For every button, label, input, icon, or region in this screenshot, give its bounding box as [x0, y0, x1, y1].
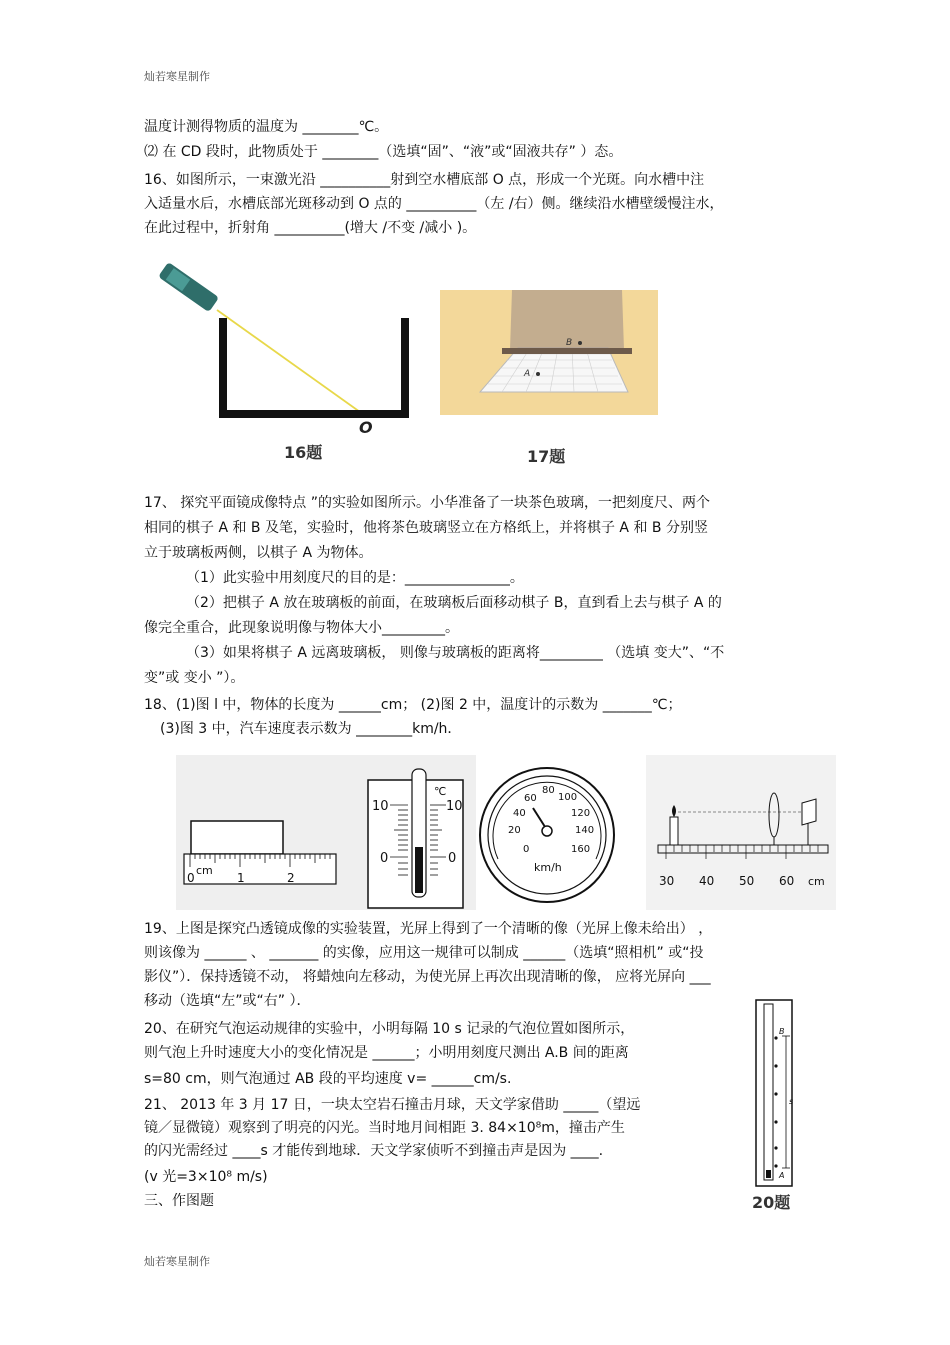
laser-pointer [158, 262, 219, 312]
thermometer-figure [368, 769, 463, 908]
point-o-label: O [359, 418, 373, 437]
light-screen [802, 799, 816, 825]
tank-walls [219, 318, 409, 418]
text-line: （1）此实验中用刻度尺的目的是：_______________。 [186, 570, 524, 586]
speedometer-unit: km/h [534, 861, 562, 874]
text-line: 在此过程中，折射角 __________(增大 /不变 /减小 )。 [144, 220, 477, 236]
point-b-label: B [779, 1027, 785, 1036]
speed-tick-label: 60 [524, 793, 537, 804]
speed-tick-label: 160 [571, 844, 591, 855]
text-line: 变”或 变小 ”）。 [144, 670, 245, 686]
page-footer: 灿若寒星制作 [144, 1255, 210, 1268]
speed-tick-label: 40 [513, 808, 526, 819]
text-line: 相同的棋子 A 和 B 及笔，实验时，他将茶色玻璃竖立在方格纸上，并将棋子 A 和 B 分别竖 [144, 520, 708, 536]
text-line: ⑵ 在 CD 段时，此物质处于 ________（选填“固”、“液”或“固液共存” ）态。 [144, 144, 623, 160]
piece-a-label: A [524, 369, 531, 379]
text-line: 则气泡上升时速度大小的变化情况是 ______；小明用刻度尺测出 A.B 间的距离 [144, 1045, 629, 1061]
text-line: （2）把棋子 A 放在玻璃板的前面，在玻璃板后面移动棋子 B，直到看上去与棋子 A 的 [186, 595, 722, 611]
question-20: 20、在研究气泡运动规律的实验中，小明每隔 10 s 记录的气泡位置如图所示， [144, 1021, 635, 1037]
measured-block [191, 821, 283, 854]
section-heading: 三、作图题 [144, 1193, 214, 1209]
figure-20-bubble-tube [752, 998, 798, 1190]
text-line: (3)图 3 中，汽车速度表示数为 ________km/h． [160, 721, 462, 737]
text-line: 则该像为 ______ 、 _______ 的实像，应用这一规律可以制成 ______（选填“照相机” 或“投 [144, 945, 704, 961]
bench-tick-label: 40 [699, 874, 715, 888]
text-line: 移动（选填“左”或“右” ）． [144, 993, 311, 1009]
distance-s-label: s [789, 1097, 794, 1106]
figure-18-19-strip [176, 755, 836, 910]
bench-tick-label: 50 [739, 874, 755, 888]
piece-b-label: B [566, 338, 573, 348]
text-line: s=80 cm，则气泡通过 AB 段的平均速度 v= ______cm/s. [144, 1071, 512, 1087]
bench-tick-label: 30 [659, 874, 675, 888]
ruler-tick-label: 0 [187, 871, 195, 885]
speed-tick-label: 140 [575, 825, 595, 836]
speed-tick-label: 20 [508, 825, 521, 836]
laser-beam [217, 310, 360, 412]
text-line: 温度计测得物质的温度为 ________℃。 [144, 119, 389, 135]
text-line: 立于玻璃板两侧，以棋子 A 为物体。 [144, 545, 373, 561]
text-line: （3）如果将棋子 A 远离玻璃板， 则像与玻璃板的距离将_________ （选填 变大”、“不 [186, 645, 725, 661]
text-line: 的闪光需经过 ____s 才能传到地球．天文学家侦听不到撞击声是因为 ____. [144, 1143, 604, 1159]
thermo-right-label: 10 [446, 799, 463, 814]
text-line: 像完全重合，此现象说明像与物体大小_________。 [144, 620, 459, 636]
text-line: 入适量水后，水槽底部光斑移动到 O 点的 __________（左 /右）侧。继续沿水槽壁缓慢注水， [144, 196, 724, 212]
figure-17-caption: 17题 [527, 447, 566, 466]
thermometer-unit: ℃ [434, 785, 447, 798]
text-line: 镜／显微镜）观察到了明亮的闪光。当时地月间相距 3. 84×10⁸m，撞击产生 [144, 1120, 625, 1136]
figure-20-caption: 20题 [752, 1193, 791, 1212]
thermo-left-label: 0 [380, 851, 389, 866]
speed-tick-label: 100 [558, 792, 578, 803]
speed-tick-label: 0 [523, 844, 530, 855]
text-line: 影仪”）．保持透镜不动， 将蜡烛向左移动，为使光屏上再次出现清晰的像， 应将光屏向 ___ [144, 969, 711, 985]
question-19: 19、上图是探究凸透镜成像的实验装置，光屏上得到了一个清晰的像（光屏上像未给出） ， [144, 921, 713, 937]
speed-tick-label: 80 [542, 785, 555, 796]
figure-17-plane-mirror [440, 290, 658, 415]
text-line: (v 光=3×10⁸ m/s) [144, 1169, 268, 1185]
ruler-tick-label: 2 [287, 871, 295, 885]
page-header: 灿若寒星制作 [144, 70, 210, 83]
question-21: 21、 2013 年 3 月 17 日，一块太空岩石撞击月球，天文学家借助 _____（望远 [144, 1097, 641, 1113]
speed-tick-label: 120 [571, 808, 591, 819]
speedometer-figure [480, 768, 614, 902]
ruler-tick-label: 1 [237, 871, 245, 885]
figure-16-caption: 16题 [284, 443, 323, 462]
mercury-column [415, 847, 423, 893]
bench-tick-label: 60 [779, 874, 795, 888]
figure-16-water-tank [155, 262, 420, 437]
candle [670, 817, 678, 845]
thermo-left-label: 10 [372, 799, 389, 814]
ruler-unit: cm [196, 864, 213, 877]
question-18: 18、(1)图 l 中，物体的长度为 ______cm； (2)图 2 中，温度计的示数为 _______℃； [144, 697, 682, 713]
question-17: 17、 探究平面镜成像特点 ”的实验如图所示。小华准备了一块茶色玻璃，一把刻度尺、两个 [144, 495, 710, 511]
bench-unit: cm [808, 875, 825, 888]
point-a-label: A [779, 1171, 785, 1180]
thermo-right-label: 0 [448, 851, 457, 866]
question-16: 16、如图所示，一束激光沿 __________射到空水槽底部 O 点，形成一个光斑。向水槽中注 [144, 172, 705, 188]
